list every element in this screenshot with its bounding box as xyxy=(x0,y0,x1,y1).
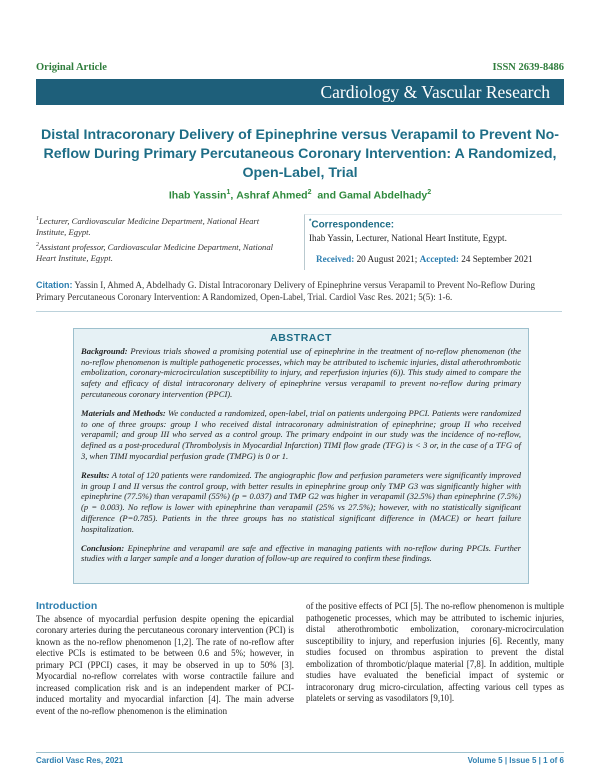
author-separator: and xyxy=(314,189,336,202)
article-dates xyxy=(316,254,533,264)
correspondence-label: Correspondence: xyxy=(311,219,395,231)
abstract-section-text: We conducted a randomized, open-label, trial on patients undergoing PPCI. Patients were randomized to one of three groups: group I who received distal intracoronary administration of epinephrine; group II who received verapamil; and group III who served as a control group. The primary endpoint in our study was the incidence of no-reflow, defined as a post-procedural (Thrombolysis in Myocardial Infarction) TIMI flow grade (TFG) is < 3 or, in the case of a TFG of 3, when TIMI myocardial perfusion grade (TMPG) is 0 or 1. xyxy=(81,407,521,461)
author-sup: 2 xyxy=(307,189,312,196)
affiliation-2 xyxy=(36,240,286,264)
abstract-section-label: Background: xyxy=(81,345,128,356)
correspondence-heading xyxy=(309,219,562,230)
abstract-results xyxy=(81,470,521,535)
abstract-background xyxy=(81,346,521,400)
affiliation-sup: 1 xyxy=(36,216,39,222)
accepted-date: 24 September 2021 xyxy=(461,254,533,264)
intro-left-column xyxy=(36,601,294,717)
accepted-label: Accepted: xyxy=(419,254,459,264)
footer-journal: Cardiol Vasc Res, 2021 xyxy=(36,756,124,765)
author-sup: 2 xyxy=(427,189,432,196)
abstract-conclusion xyxy=(81,543,521,565)
citation-text: Yassin I, Ahmed A, Abdelhady G. Distal Intracoronary Delivery of Epinephrine versus Verapamil to Prevent No-Reflow During Primary Percutaneous Coronary Intervention: A Randomized, Open-Label, Trial. Cardiol Vasc Res. 2021; 5(5): 1-6. xyxy=(36,280,535,302)
author-separator: , xyxy=(230,189,234,202)
section-divider xyxy=(36,311,562,312)
author-sup: 1 xyxy=(226,189,231,196)
author-list xyxy=(0,189,600,202)
affiliation-text: Lecturer, Cardiovascular Medicine Department, National Heart Institute, Egypt. xyxy=(36,215,260,237)
affiliation-sup: 2 xyxy=(36,242,39,248)
abstract-section-label: Conclusion: xyxy=(81,542,125,553)
intro-right-column xyxy=(306,601,564,705)
intro-left-text: The absence of myocardial perfusion despite opening the epicardial coronary arteries during the percutaneous coronary intervention (PCI) is known as the no-reflow phenomenon [1,2]. The rate of no-reflow after elective PCIs is estimated to be between 0.6 and 5%; however, in primary PCI (PPCI) cases, it may be observed in up to 50% [3]. Myocardial no-reflow correlates with worse contractile failure and increased complication risk and is an independent marker of PCI-induced mortality and myocardial infarction [4]. The main adverse event of the no-reflow phenomenon is the elimination xyxy=(36,613,294,716)
abstract-section-label: Results: xyxy=(81,469,110,480)
journal-name: Cardiology & Vascular Research xyxy=(320,82,550,102)
abstract-section-text: Epinephrine and verapamil are safe and effective in managing patients with no-reflow during PPCIs. Further studies with a larger sample and a longer duration of follow-up are required to confirm these findings. xyxy=(81,542,521,564)
correspondence-sup: * xyxy=(309,219,312,225)
affiliation-1 xyxy=(36,214,286,238)
abstract-section-label: Materials and Methods: xyxy=(81,407,166,418)
correspondence-text: Ihab Yassin, Lecturer, National Heart Institute, Egypt. xyxy=(309,233,507,244)
issn: ISSN 2639-8486 xyxy=(492,62,564,73)
affiliation-text: Assistant professor, Cardiovascular Medicine Department, National Heart Institute, Egypt. xyxy=(36,241,274,263)
received-label: Received: xyxy=(316,254,355,264)
intro-right-text: of the positive effects of PCI [5]. The no-reflow phenomenon is multiple pathogenetic processes, which may be attributed to ischemic injuries, distal atherothrombotic embolization, coronary-microcirculation susceptibility to injury, and reperfusion injuries [6]. Recently, many studies focused on thrombus aspiration to prevent the distal embolization of thrombotic/plaque material [7,8]. In addition, multiple studies have evaluated the beneficial impact of systemic or intracoronary drug micro-circulation, affecting various cell types as platelets or serving as vasodilators [9,10]. xyxy=(306,601,564,704)
author-name: Ihab Yassin xyxy=(168,189,227,202)
author-name: Ashraf Ahmed xyxy=(236,189,308,202)
article-title: Distal Intracoronary Delivery of Epinephrine versus Verapamil to Prevent No-Reflow During Primary Percutaneous Coronary Intervention: A Randomized, Open-Label, Trial xyxy=(40,127,559,181)
received-date: 20 August 2021; xyxy=(356,254,418,264)
citation-label: Citation: xyxy=(36,280,73,290)
footer-page-info: Volume 5 | Issue 5 | 1 of 6 xyxy=(467,756,564,765)
abstract-title: ABSTRACT xyxy=(270,332,332,344)
intro-heading: Introduction xyxy=(36,600,98,612)
abstract-box xyxy=(73,328,529,584)
abstract-methods xyxy=(81,408,521,462)
page-footer xyxy=(36,756,564,765)
citation xyxy=(36,279,562,303)
journal-banner xyxy=(36,79,564,105)
top-header-line xyxy=(36,62,564,73)
abstract-section-text: Previous trials showed a promising potential use of epinephrine in the treatment of no-reflow phenomenon (the no-reflow phenomenon is multiple pathogenetic processes, which may be attributed to ischemic injuries, distal atherothrombotic embolization, coronary-microcirculation susceptibility to injury, and reperfusion injuries (6)). This study aimed to compare the safety and efficacy of distal intracoronary delivery of epinephrine versus verapamil to prevent no-reflow during primary percutaneous coronary intervention (PPCI). xyxy=(81,345,521,399)
author-name: Gamal Abdelhady xyxy=(338,189,428,202)
article-type: Original Article xyxy=(36,62,107,73)
footer-divider xyxy=(36,752,564,753)
abstract-section-text: A total of 120 patients were randomized. The angiographic flow and perfusion parameters were significantly improved in group I and II versus the control group, with better results in epinephrine group only TMP G3 was significantly higher with epinephrine (77.5%) than verapamil (55%) (p = 0.037) and TMP G2 was higher in verapamil (32.5%) than epinephrine (7.5%) (p = 0.003). No reflow is lower with epinephrine than verapamil (25% vs 27.5%); however, with no statistically significant difference (P=0.785). Patients in the three groups has no statistical significant difference in (MACE) or heart failure hospitalization. xyxy=(81,469,521,534)
